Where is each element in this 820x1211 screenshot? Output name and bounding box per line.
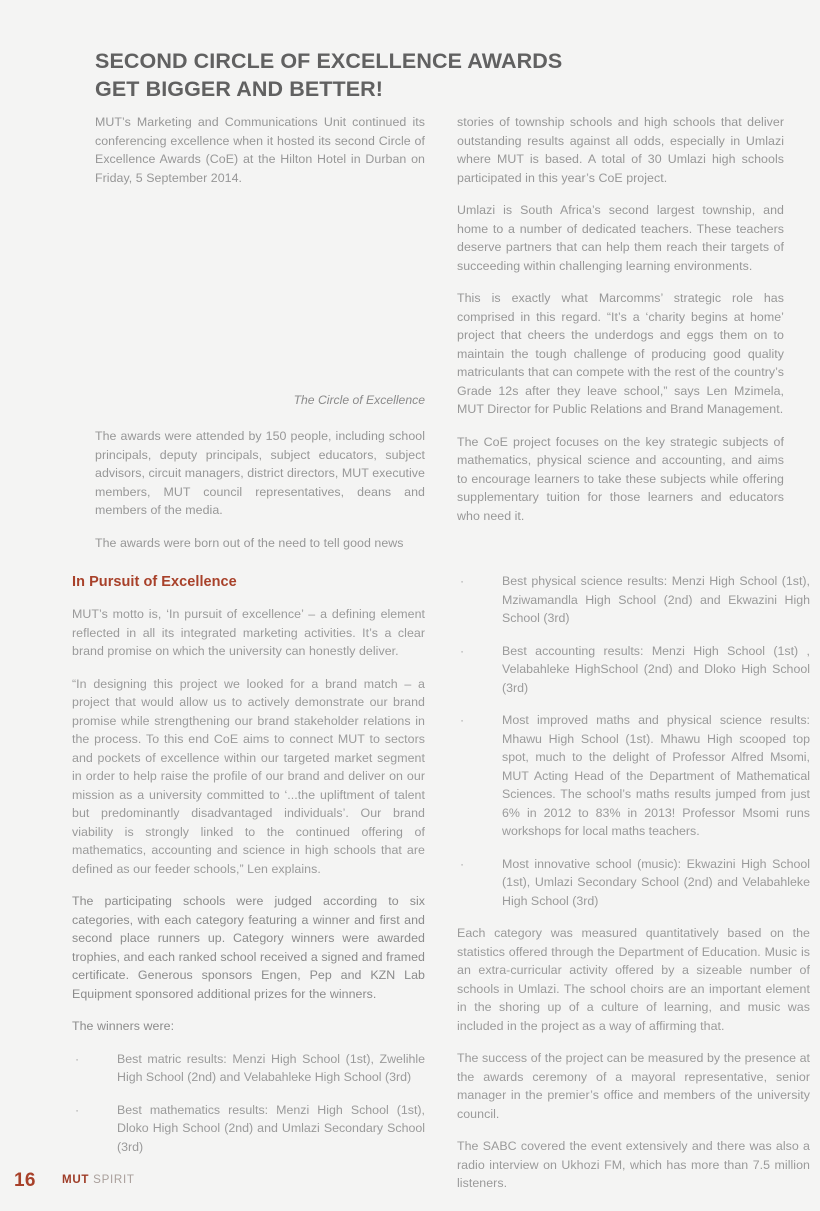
brand-name-spirit: SPIRIT [93,1173,135,1186]
intro-paragraph: MUT’s Marketing and Communications Unit continued its conferencing excellence when it hosted its second Circle of Excellence Awards (CoE) at the Hilton Hotel in Durban on Friday, 5 September 2014. [95,115,425,185]
bullet-icon: · [75,1102,80,1117]
bullet-icon: · [460,713,465,727]
goodnews-paragraph-continued: stories of township schools and high schools that deliver outstanding results against all odds, especially in Umlazi where MUT is based. A total of 30 Umlazi high schools participated in this year’s CoE project. [457,115,784,185]
coe-focus-paragraph: The CoE project focuses on the key strategic subjects of mathematics, physical science and accounting, and aims to encourage learners to take these subjects while offering supplementary tuition for those learners and educators who need it. [457,434,784,523]
judging-paragraph: The participating schools were judged according to six categories, with each category featuring a winner and first and second place runners up. Category winners were awarded trophies, and each ranked school received a signed and framed certificate. Generous sponsors Engen, Pep and KZN Lab Equipment sponsored additional prizes for the winners. [72,894,425,1001]
attendance-paragraph: The awards were attended by 150 people, including school principals, deputy principals, subject educators, subject advisors, circuit managers, district directors, MUT executive members, MUT council representatives, deans and members of the media. [95,429,425,517]
page-headline [95,47,735,103]
headline-line-1: SECOND CIRCLE OF EXCELLENCE AWARDS [95,49,563,74]
bullet-icon: · [460,856,465,871]
page-number: 16 [14,1170,36,1191]
list-item [457,642,810,698]
winners-list-right [457,572,810,910]
each-category-paragraph: Each category was measured quantitatively based on the statistics offered through the Department of Education. Music is an extra-curricular activity offered by a sizeable number of schools in Umlazi. The school choirs are an important element in the shoring up of a culture of learning, and music was included in the project as a way of affirming that. [457,926,810,1033]
list-item-label: Most improved maths and physical science results: Mhawu High School (1st). Mhawu High scooped top spot, much to the delight of Professor Alfred Msomi, MUT Acting Head of the Department of Mathematical Sciences. The school’s maths results jumped from just 6% in 2012 to 83% in 2013! Professor Msomi runs workshops for local maths teachers. [502,713,810,838]
goodnews-paragraph-start: The awards were born out of the need to tell good news [95,535,404,550]
lower-right-column [457,572,810,1193]
list-item-label: Best mathematics results: Menzi High School (1st), Dloko High School (2nd) and Umlazi Secondary School (3rd) [117,1102,425,1154]
publication-brand [62,1173,135,1187]
page-footer [0,1147,820,1211]
project-success-paragraph: The success of the project can be measured by the presence at the awards ceremony of a mayoral representative, senior manager in the premier’s office and members of the university council. [457,1051,810,1121]
list-item-label: Best matric results: Menzi High School (1st), Zwelihle High School (2nd) and Velabahleke High School (3rd) [117,1051,425,1084]
top-right-column [457,113,784,525]
list-item [457,855,810,911]
headline-line-2: GET BIGGER AND BETTER! [95,77,384,102]
sabc-coverage-paragraph: The SABC covered the event extensively and there was also a radio interview on Ukhozi FM, which has more than 7.5 million listeners. [457,1139,810,1190]
winners-intro-paragraph: The winners were: [72,1019,175,1033]
bullet-icon: · [460,574,465,588]
list-item [457,711,810,841]
list-item [457,572,810,628]
list-item-label: Most innovative school (music): Ekwazini High School (1st), Umlazi Secondary School (2nd) and Velabahleke High School (3rd) [502,856,810,908]
brand-match-quote-paragraph: “In designing this project we looked for a brand match – a project that would allow us to actively demonstrate our brand promise while strengthening our brand stakeholder relations in the process. To this end CoE aims to connect MUT to sectors and pockets of excellence within our targeted market segment in order to help raise the profile of our brand and deliver on our mission as a university committed to ‘...the upliftment of talent but predominantly disadvantaged individuals’. Our brand viability is strongly linked to the continued offering of mathematics, accounting and science in high schools that are defined as our feeder schools,” Len explains. [72,676,425,876]
umlazi-paragraph: Umlazi is South Africa’s second largest township, and home to a number of dedicated teachers. These teachers deserve partners that can help them reach their targets of succeeding within challenging learning environments. [457,203,784,273]
brand-name-mut: MUT [62,1173,90,1186]
bullet-icon: · [75,1051,80,1066]
top-left-column [95,113,425,552]
lower-left-column [72,572,425,1170]
list-item-label: Best physical science results: Menzi High School (1st), Mziwamandla High School (2nd) and Ekwazini High School (3rd) [502,574,810,625]
section-heading-in-pursuit-of-excellence: In Pursuit of Excellence [72,574,237,590]
circle-of-excellence-photo [95,201,425,391]
motto-paragraph: MUT’s motto is, ‘In pursuit of excellence’ – a defining element reflected in all its integrated marketing activities. It’s a clear brand promise on which the university can honestly deliver. [72,607,425,658]
photo-caption: The Circle of Excellence [293,393,425,407]
list-item [72,1050,425,1087]
list-item-label: Best accounting results: Menzi High School (1st) , Velabahleke HighSchool (2nd) and Dloko High School (3rd) [502,643,810,695]
marcomms-quote-paragraph: This is exactly what Marcomms’ strategic role has comprised in this regard. “It’s a ‘charity begins at home’ project that cheers the underdogs and eggs them on to maintain the tough challenge of producing good quality matriculants that can compete with the rest of the country’s Grade 12s after they leave school,” says Len Mzimela, MUT Director for Public Relations and Brand Management. [457,291,784,416]
winners-list-left [72,1050,425,1157]
bullet-icon: · [460,643,465,658]
